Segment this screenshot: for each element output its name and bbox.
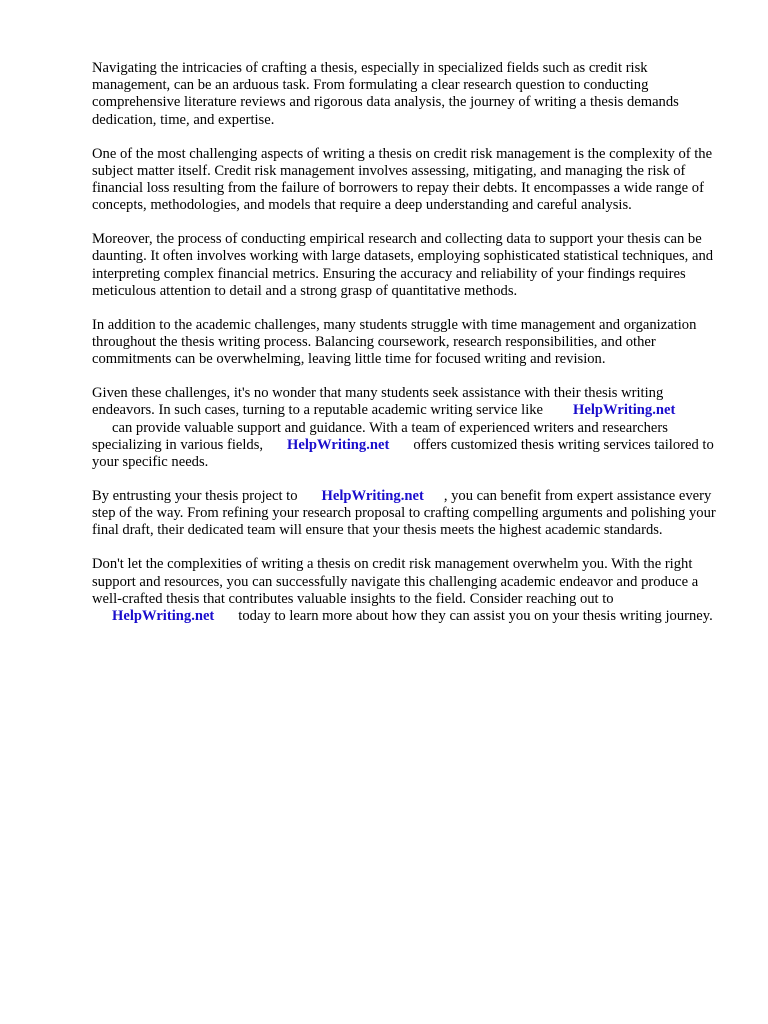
paragraph-assistance (92, 385, 728, 471)
document-body (92, 60, 728, 642)
paragraph-entrusting-text-b: , you can benefit from expert assistance every step of the way. From refining your research proposal to crafting compelling arguments and polishing your final draft, their dedicated team will ensure that your thesis meets the highest academic standards. (92, 488, 716, 539)
helpwriting-link[interactable]: HelpWriting.net (573, 402, 676, 419)
helpwriting-link[interactable]: HelpWriting.net (287, 436, 390, 453)
paragraph-entrusting-text-a: By entrusting your thesis project to (92, 488, 298, 505)
paragraph-intro: Navigating the intricacies of crafting a thesis, especially in specialized fields such as credit risk management, can be an arduous task. From formulating a clear research question to conducting comprehensive literature reviews and rigorous data analysis, the journey of writing a thesis demands dedication, time, and expertise. (92, 60, 679, 128)
paragraph-time-management: In addition to the academic challenges, many students struggle with time management and organization throughout the thesis writing process. Balancing coursework, research responsibilities, and other commitments can be overwhelming, leaving little time for focused writing and revision. (92, 316, 697, 368)
paragraph-assistance-text-c: offers customized thesis writing services tailored to your specific needs. (92, 436, 714, 471)
paragraph-entrusting (92, 488, 728, 540)
helpwriting-link[interactable]: HelpWriting.net (321, 488, 424, 505)
paragraph-closing (92, 556, 728, 625)
helpwriting-link[interactable]: HelpWriting.net (112, 608, 215, 625)
paragraph-assistance-text-b: can provide valuable support and guidance. With a team of experienced writers and researchers specializing in various fields, (92, 419, 668, 453)
paragraph-assistance-text-a: Given these challenges, it's no wonder that many students seek assistance with their thesis writing endeavors. In such cases, turning to a reputable academic writing service like (92, 385, 664, 419)
paragraph-complexity: One of the most challenging aspects of writing a thesis on credit risk management is the complexity of the subject matter itself. Credit risk management involves assessing, mitigating, and managing the risk of financial loss resulting from the failure of borrowers to repay their debts. It encompasses a wide range of concepts, methodologies, and models that require a deep understanding and careful analysis. (92, 145, 713, 214)
paragraph-empirical-research: Moreover, the process of conducting empirical research and collecting data to support your thesis can be daunting. It often involves working with large datasets, employing sophisticated statistical techniques, and interpreting complex financial metrics. Ensuring the accuracy and reliability of your findings requires meticulous attention to detail and a strong grasp of quantitative methods. (92, 231, 714, 299)
paragraph-closing-text-b: today to learn more about how they can assist you on your thesis writing journey. (238, 608, 713, 625)
paragraph-closing-text-a: Don't let the complexities of writing a thesis on credit risk management overwhelm you. With the right support and resources, you can successfully navigate this challenging academic endeavor and produce a well-crafted thesis that contributes valuable insights to the field. Consider reaching out to (92, 556, 699, 607)
